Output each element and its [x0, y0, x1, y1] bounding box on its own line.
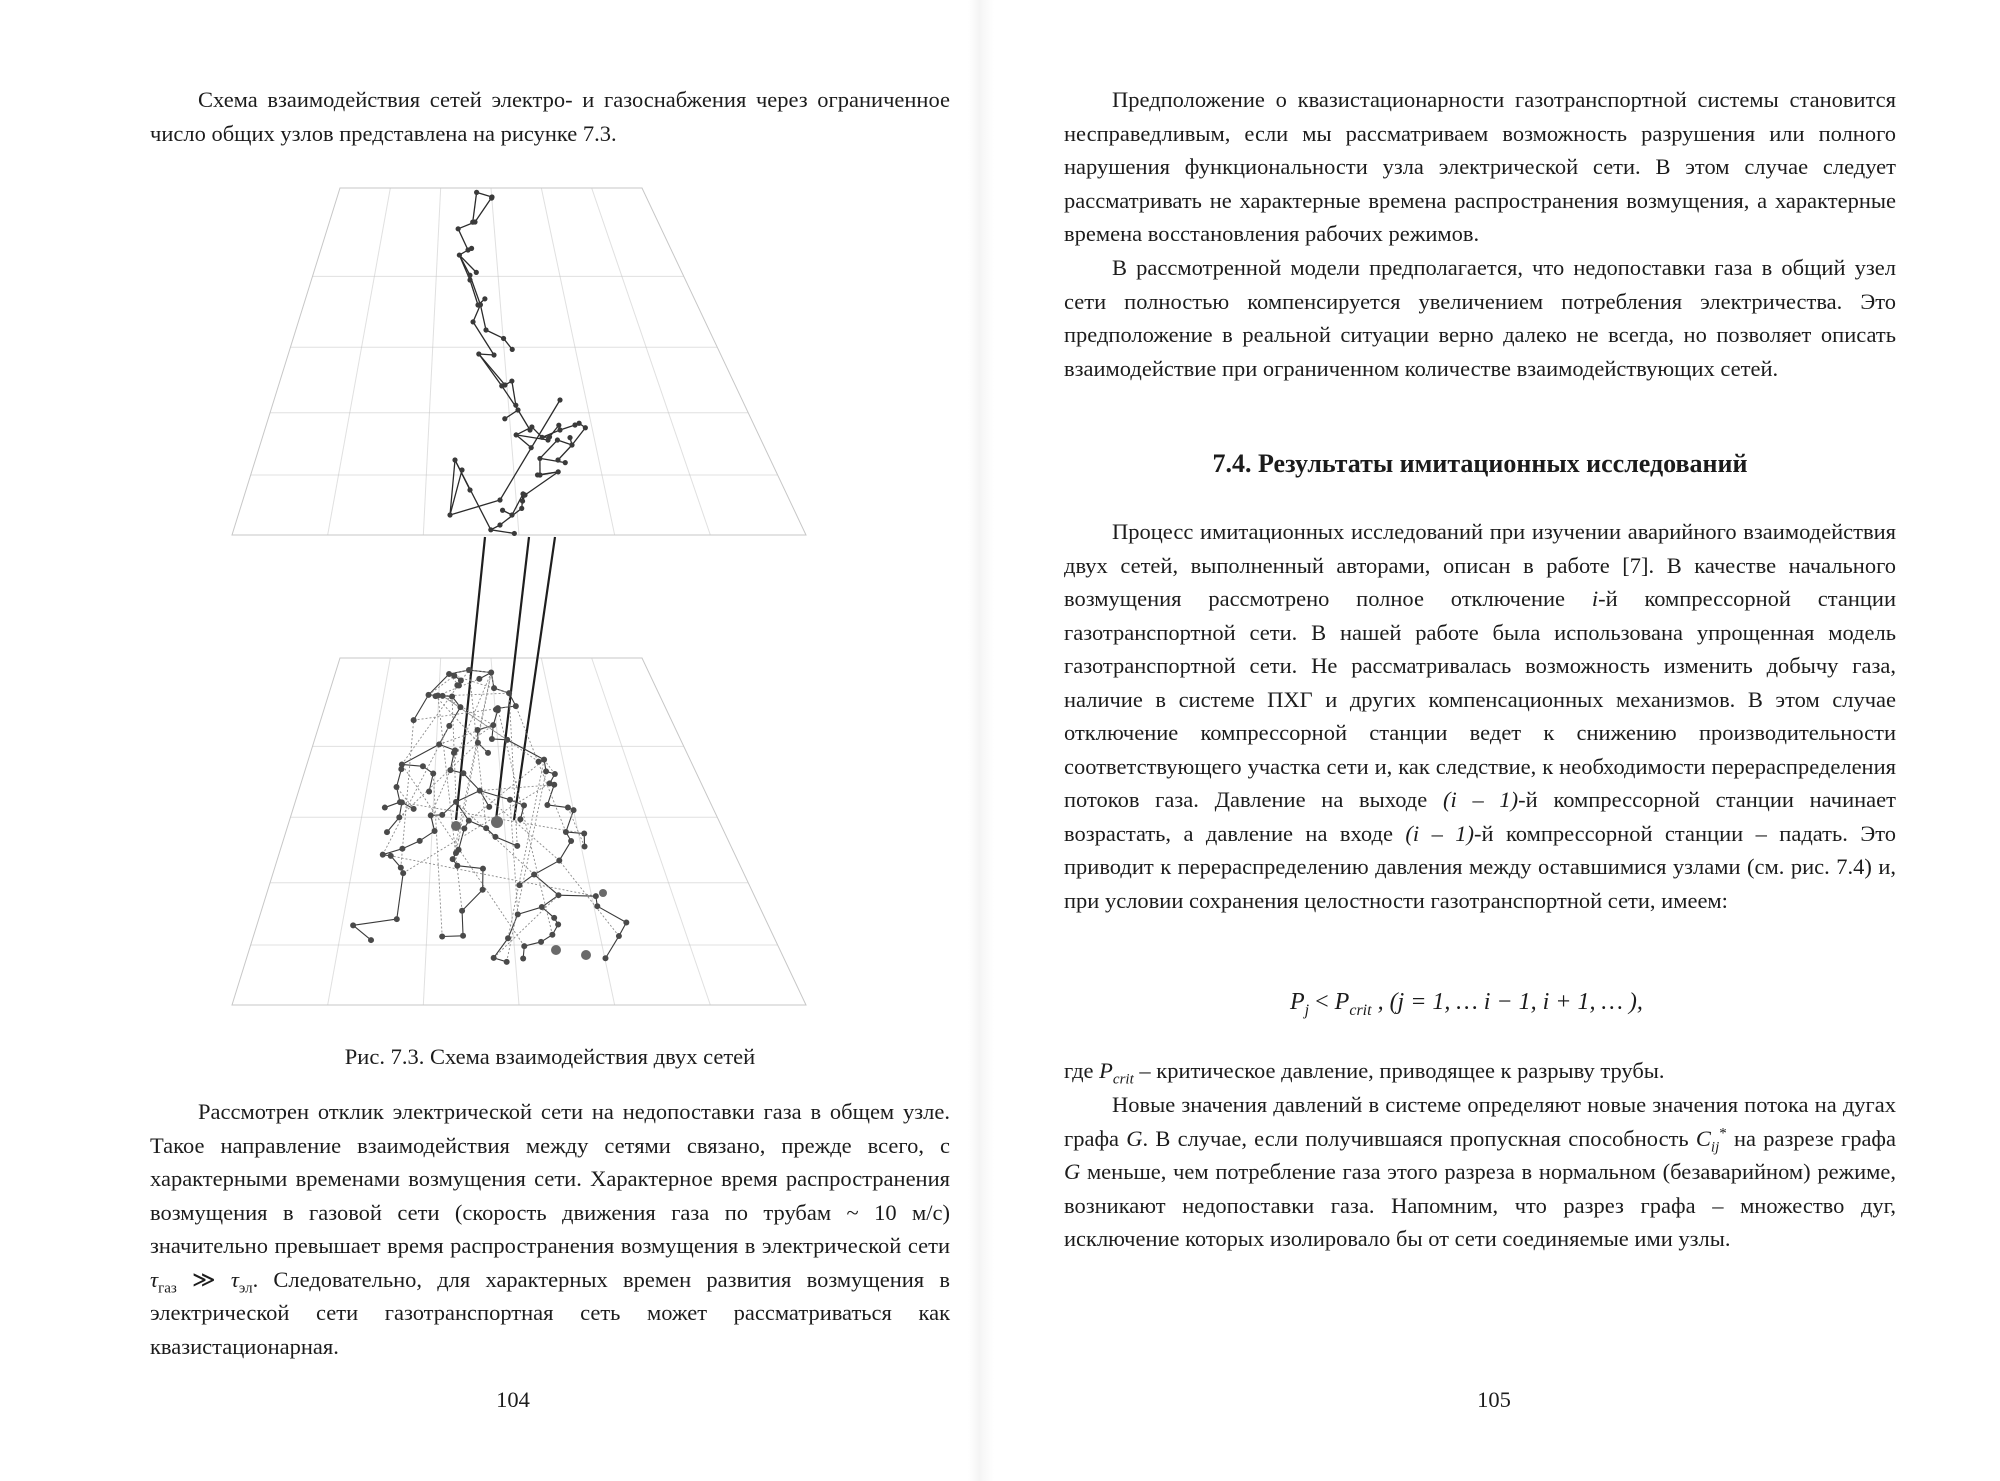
- model-assumption-paragraph: В рассмотренной модели предполагается, что недопоставки газа в общий узел сети полностью компенсируется увеличением потребления электричества. Это предположение в реальной ситуации верно далеко не всегда, но позволяет описать взаимодействие при ограниченном количестве взаимодействующих сетей.: [1064, 255, 1896, 381]
- page-number-right: 105: [1477, 1387, 1511, 1412]
- quasistationarity-paragraph: Предположение о квазистационарности газотранспортной системы становится несправедливым, если мы рассматриваем возможность разрушения или полного нарушения функциональности узла электрической сети. В этом случае следует рассматривать не характерные времена распространения возмущения, а характерные времена восстановления рабочих режимов.: [1064, 87, 1896, 246]
- electric-network-graph: [447, 190, 588, 536]
- section-title: 7.4. Результаты имитационных исследований: [1212, 449, 1748, 478]
- critical-pressure-definition: где $P_{crit}$ – критическое давление, приводящее к разрыву трубы.: [1064, 1058, 1665, 1088]
- figure-caption: Рис. 7.3. Схема взаимодействия двух сетей: [344, 1044, 756, 1069]
- page-number-left: 104: [496, 1387, 530, 1412]
- simulation-paragraph: Процесс имитационных исследований при изучении аварийного взаимодействия двух сетей, выполненный авторами, описан в работе [7]. В качестве начального возмущения рассмотрено полное отключение i-й компрессорной станции газотранспортной сети. В нашей работе была использована упрощенная модель газотранспортной сети. Не рассматривалась возможность изменить добычу газа, наличие в системе ПХГ и других компенсационных механизмов. В этом случае отключение компрессорной станции ведет к снижению производительности соответствующего участка сети и, как следствие, к необходимости перераспределения потоков газа. Давление на выходе (i – 1)-й компрессорной станции начинает возрастать, а давление на входе (i – 1)-й компрессорной станции – падать. Это приводит к перераспределению давления между оставшимися узлами (см. рис. 7.4) и, при условии сохранения целостности газотранспортной сети, имеем:: [1064, 519, 1896, 913]
- intro-paragraph: Схема взаимодействия сетей электро- и газоснабжения через ограниченное число общих узлов представлена на рисунке 7.3.: [150, 87, 950, 146]
- response-paragraph: Рассмотрен отклик электрической сети на недопоставки газа в общем узле. Такое направление взаимодействия между сетями связано, прежде всего, с характерными временами возмущения сети. Характерное время распространения возмущения в газовой сети (скорость движения газа по трубам ~ 10 м/с) значительно превышает время распространения возмущения в электрической сети $\tau_{газ}$ ≫ $\tau_{эл}$. Следовательно, для характерных времен развития возмущения в электрической сети газотранспортная сеть может рассматриваться как квазистационарная.: [150, 1099, 950, 1359]
- pressure-formula: $P_j < P_{crit}$ , (j = 1, … i − 1, i + 1, … ),: [1290, 989, 1643, 1019]
- network-figure: [225, 178, 815, 1018]
- graph-cut-paragraph: Новые значения давлений в системе определяют новые значения потока на дугах графа G. В случае, если получившаяся пропускная способность $C_{ij}^*$ на разрезе графа G меньше, чем потребление газа этого разреза в нормальном (безаварийном) режиме, возникают недопоставки газа. Напомним, что разрез графа – множество дуг, исключение которых изолировало бы от сети соединяемые ими узлы.: [1064, 1092, 1896, 1251]
- right-page: [1000, 0, 2000, 1481]
- gas-network-graph: [350, 667, 629, 965]
